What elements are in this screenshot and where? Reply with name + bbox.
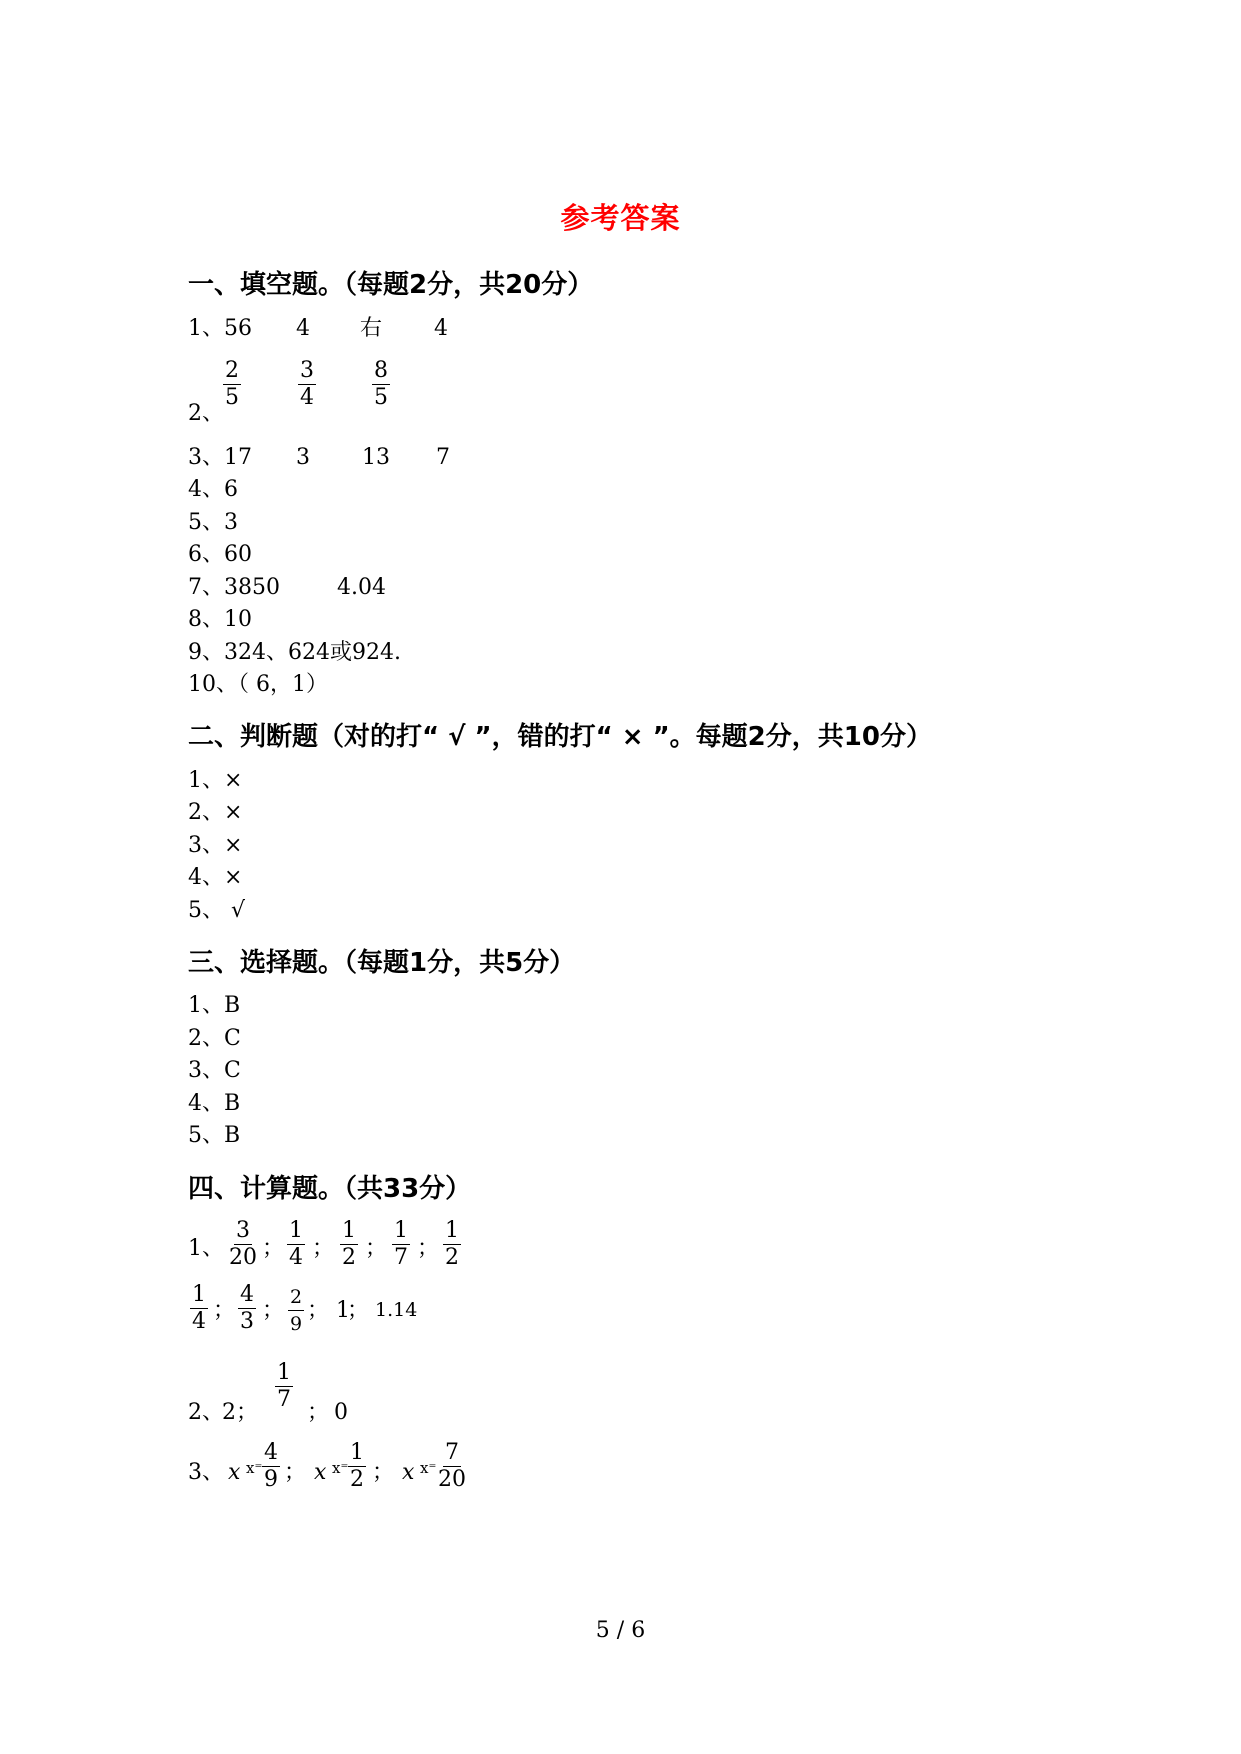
separator: ； bbox=[365, 1236, 388, 1261]
answer: 0 bbox=[334, 1400, 348, 1425]
q-number: 3、 bbox=[188, 1460, 224, 1485]
separator: ； bbox=[347, 1298, 370, 1323]
answer: 4 bbox=[434, 316, 448, 341]
page-number: 5 / 6 bbox=[595, 1618, 646, 1643]
s3-item: 5、B bbox=[188, 1123, 241, 1148]
s2-item: 1、× bbox=[188, 768, 243, 793]
q-number: 1、 bbox=[188, 316, 224, 341]
s1-q5: 5、3 bbox=[188, 510, 238, 535]
fraction: $\frac{8}{5}$ bbox=[374, 358, 388, 410]
variable-x: x bbox=[402, 1460, 415, 1485]
separator: ； bbox=[213, 1298, 236, 1323]
fraction: $\frac{1}{2}$ bbox=[445, 1218, 459, 1270]
fraction: $\frac{4}{9}$ bbox=[264, 1440, 278, 1492]
s2-item: 4、× bbox=[188, 865, 243, 890]
separator: ； bbox=[262, 1298, 285, 1323]
answer: 1 bbox=[336, 1298, 350, 1323]
answer: 56 bbox=[224, 316, 252, 341]
s2-item: 3、× bbox=[188, 833, 243, 858]
q-number: 2、 bbox=[188, 401, 224, 426]
fraction: $\frac{2}{5}$ bbox=[225, 358, 239, 410]
section-3-heading: 三、选择题。（每题1分，共5分） bbox=[188, 948, 576, 978]
fraction: $\frac{1}{2}$ bbox=[350, 1440, 364, 1492]
answer: 右 bbox=[360, 316, 383, 341]
answer: 7 bbox=[436, 445, 450, 470]
separator: ； bbox=[372, 1460, 395, 1485]
s1-q9: 9、324、624或924. bbox=[188, 640, 401, 665]
answer: 4 bbox=[296, 316, 310, 341]
s2-item: 2、× bbox=[188, 800, 243, 825]
fraction: $\frac{1}{4}$ bbox=[289, 1218, 303, 1270]
fraction: $\frac{3}{20}$ bbox=[229, 1218, 257, 1270]
answer: 2； bbox=[222, 1400, 258, 1425]
s1-q4: 4、6 bbox=[188, 477, 238, 502]
answer: 13 bbox=[362, 445, 390, 470]
fraction: $\frac{1}{7}$ bbox=[394, 1218, 408, 1270]
variable-x: x bbox=[228, 1460, 241, 1485]
s2-item: 5、 √ bbox=[188, 898, 246, 923]
separator: ； bbox=[312, 1236, 335, 1261]
answer: 1.14 bbox=[375, 1299, 418, 1321]
separator: ； bbox=[262, 1236, 285, 1261]
section-2-heading: 二、判断题（对的打“ √ ”，错的打“ × ”。每题2分，共10分） bbox=[188, 722, 932, 752]
answer: 3 bbox=[296, 445, 310, 470]
q-number: 2、 bbox=[188, 1400, 224, 1425]
fraction: $\frac{3}{4}$ bbox=[300, 358, 314, 410]
fraction: $\frac{1}{2}$ bbox=[342, 1218, 356, 1270]
section-1-heading: 一、填空题。（每题2分，共20分） bbox=[188, 270, 594, 300]
fraction: $\frac{2}{9}$ bbox=[290, 1286, 303, 1335]
s1-q6: 6、60 bbox=[188, 542, 252, 567]
s1-q3: 3、17 bbox=[188, 445, 252, 470]
section-4-heading: 四、计算题。（共33分） bbox=[188, 1174, 472, 1204]
separator: ； bbox=[307, 1298, 330, 1323]
answer: 4.04 bbox=[337, 575, 386, 600]
s3-item: 4、B bbox=[188, 1091, 241, 1116]
s3-item: 3、C bbox=[188, 1058, 241, 1083]
q-number: 1、 bbox=[188, 1236, 224, 1261]
s1-q7: 7、3850 bbox=[188, 575, 280, 600]
approx-symbol: ⅹ⁼ bbox=[420, 1459, 437, 1477]
s1-q8: 8、10 bbox=[188, 607, 252, 632]
s1-q10: 10、（ 6，1） bbox=[188, 672, 328, 697]
separator: ； bbox=[284, 1460, 307, 1485]
variable-x: x bbox=[314, 1460, 327, 1485]
approx-symbol: ⅹ⁼ bbox=[332, 1459, 349, 1477]
s3-item: 2、C bbox=[188, 1026, 241, 1051]
page-title: 参考答案 bbox=[560, 201, 681, 235]
approx-symbol: ⅹ⁼ bbox=[246, 1459, 263, 1477]
fraction: $\frac{7}{20}$ bbox=[438, 1440, 466, 1492]
separator: ； bbox=[417, 1236, 440, 1261]
fraction: $\frac{1}{4}$ bbox=[192, 1282, 206, 1334]
s3-item: 1、B bbox=[188, 993, 241, 1018]
fraction: $\frac{1}{7}$ bbox=[277, 1360, 291, 1412]
s1-q1 bbox=[188, 316, 252, 342]
separator: ； bbox=[307, 1400, 330, 1425]
fraction: $\frac{4}{3}$ bbox=[240, 1282, 254, 1334]
